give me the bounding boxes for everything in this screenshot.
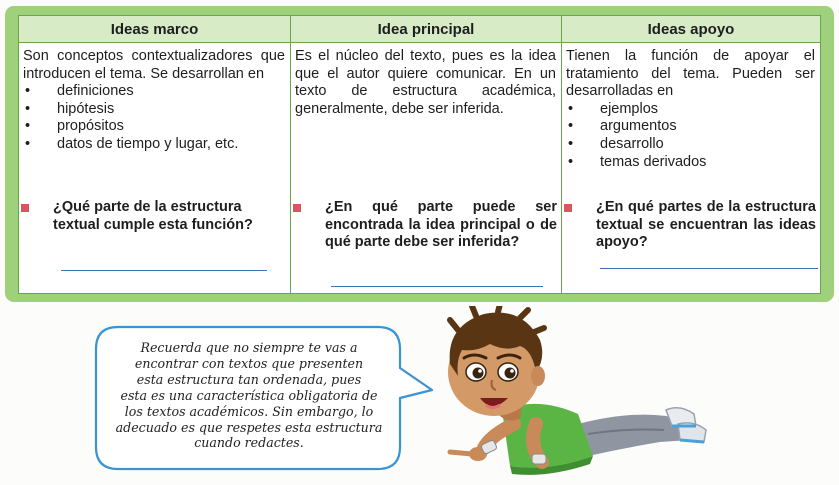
- column-description: Tienen la función de apoyar el tratamiento del tema. Pueden ser desarrolladas en: [566, 48, 815, 100]
- column-description: Son conceptos contextualizadores que introducen el tema. Se desarrollan en: [23, 48, 285, 82]
- question-text: ¿Qué parte de la estructura textual cumple esta función?: [53, 199, 253, 233]
- list-item: • propósitos: [23, 118, 285, 136]
- question-text: ¿En qué partes de la estructura textual se encuentran las ideas apoyo?: [596, 199, 816, 251]
- cartoon-student-illustration: [428, 306, 718, 481]
- reminder-note: [104, 340, 394, 451]
- list-item: • argumentos: [566, 118, 815, 136]
- note-line: cuando redactes.: [194, 435, 304, 451]
- list-item: • datos de tiempo y lugar, etc.: [23, 136, 285, 154]
- question-text: ¿En qué parte puede ser encontrada la idea principal o de qué parte debe ser inferida?: [325, 199, 557, 251]
- note-line: Recuerda que no siempre te vas a: [140, 340, 358, 355]
- column-header: Idea principal: [291, 16, 561, 43]
- list-item: • desarrollo: [566, 136, 815, 154]
- note-line: esta es una característica obligatoria de: [120, 387, 378, 403]
- list-item: • temas derivados: [566, 154, 815, 172]
- list-item: • definiciones: [23, 83, 285, 101]
- column-header: Ideas marco: [19, 16, 290, 43]
- list-item: • hipótesis: [23, 101, 285, 119]
- column-description: Es el núcleo del texto, pues es la idea que el autor quiere comunicar. En un texto de estructura académica, generalmente, debe ser inferida.: [295, 48, 556, 117]
- note-line: los textos académicos. Sin embargo, lo: [124, 403, 374, 419]
- column-header: Ideas apoyo: [562, 16, 820, 43]
- note-line: esta estructura tan ordenada, pues: [136, 371, 362, 387]
- note-line: adecuado es que respetes esta estructura: [115, 419, 383, 435]
- note-line: encontrar con textos que presenten: [134, 355, 364, 371]
- list-item: • ejemplos: [566, 101, 815, 119]
